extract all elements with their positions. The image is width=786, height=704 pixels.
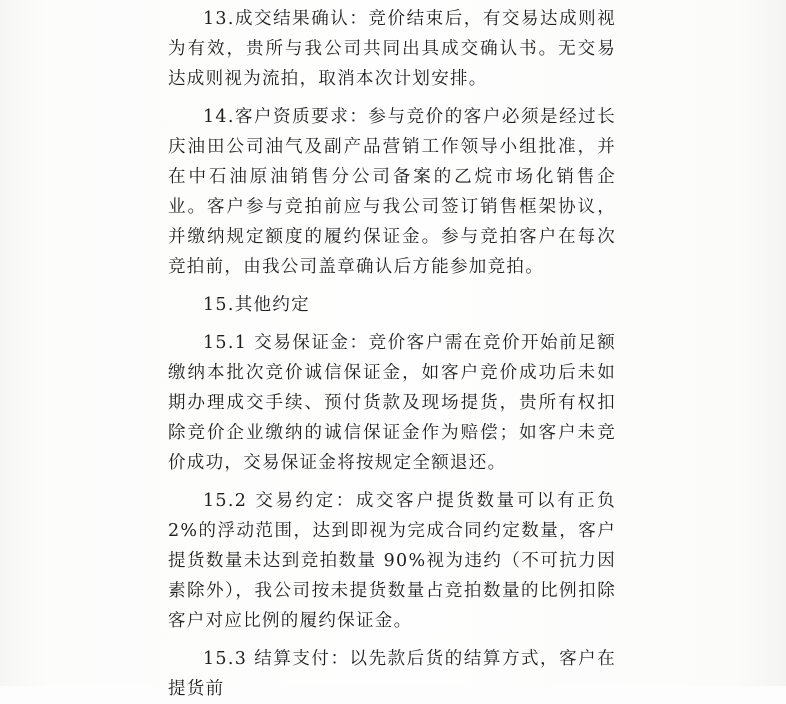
clause-14-customer-qualification: 14.客户资质要求：参与竞价的客户必须是经过长庆油田公司油气及副产品营销工作领导小组批准，并在中石油原油销售分公司备案的乙烷市场化销售企业。客户参与竞拍前应与我公司签订销售框架协议，并缴纳规定额度的履约保证金。参与竞拍客户在每次竞拍前，由我公司盖章确认后方能参加竞拍。 <box>168 107 616 277</box>
clause-13-transaction-confirmation: 13.成交结果确认：竞价结束后，有交易达成则视为有效，贵所与我公司共同出具成交确认书。无交易达成则视为流拍，取消本次计划安排。 <box>168 9 616 89</box>
clause-15-2-agreement: 15.2 交易约定：成交客户提货数量可以有正负 2%的浮动范围，达到即视为完成合同约定数量，客户提货数量未达到竞拍数量 90%视为违约（不可抗力因素除外），我公司按未提货数量占竞拍数量的比例扣除客户对应比例的履约保证金。 <box>168 491 616 631</box>
clause-15-heading: 15.其他约定 <box>203 295 310 315</box>
document-body <box>168 4 616 704</box>
clause-15-1-deposit: 15.1 交易保证金：竞价客户需在竞价开始前足额缴纳本批次竞价诚信保证金，如客户竞价成功后未如期办理成交手续、预付货款及现场提货，贵所有权扣除竞价企业缴纳的诚信保证金作为赔偿；如客户未竞价成功，交易保证金将按规定全额退还。 <box>168 333 616 473</box>
clause-15-3-settlement: 15.3 结算支付：以先款后货的结算方式，客户在提货前 <box>168 649 616 699</box>
